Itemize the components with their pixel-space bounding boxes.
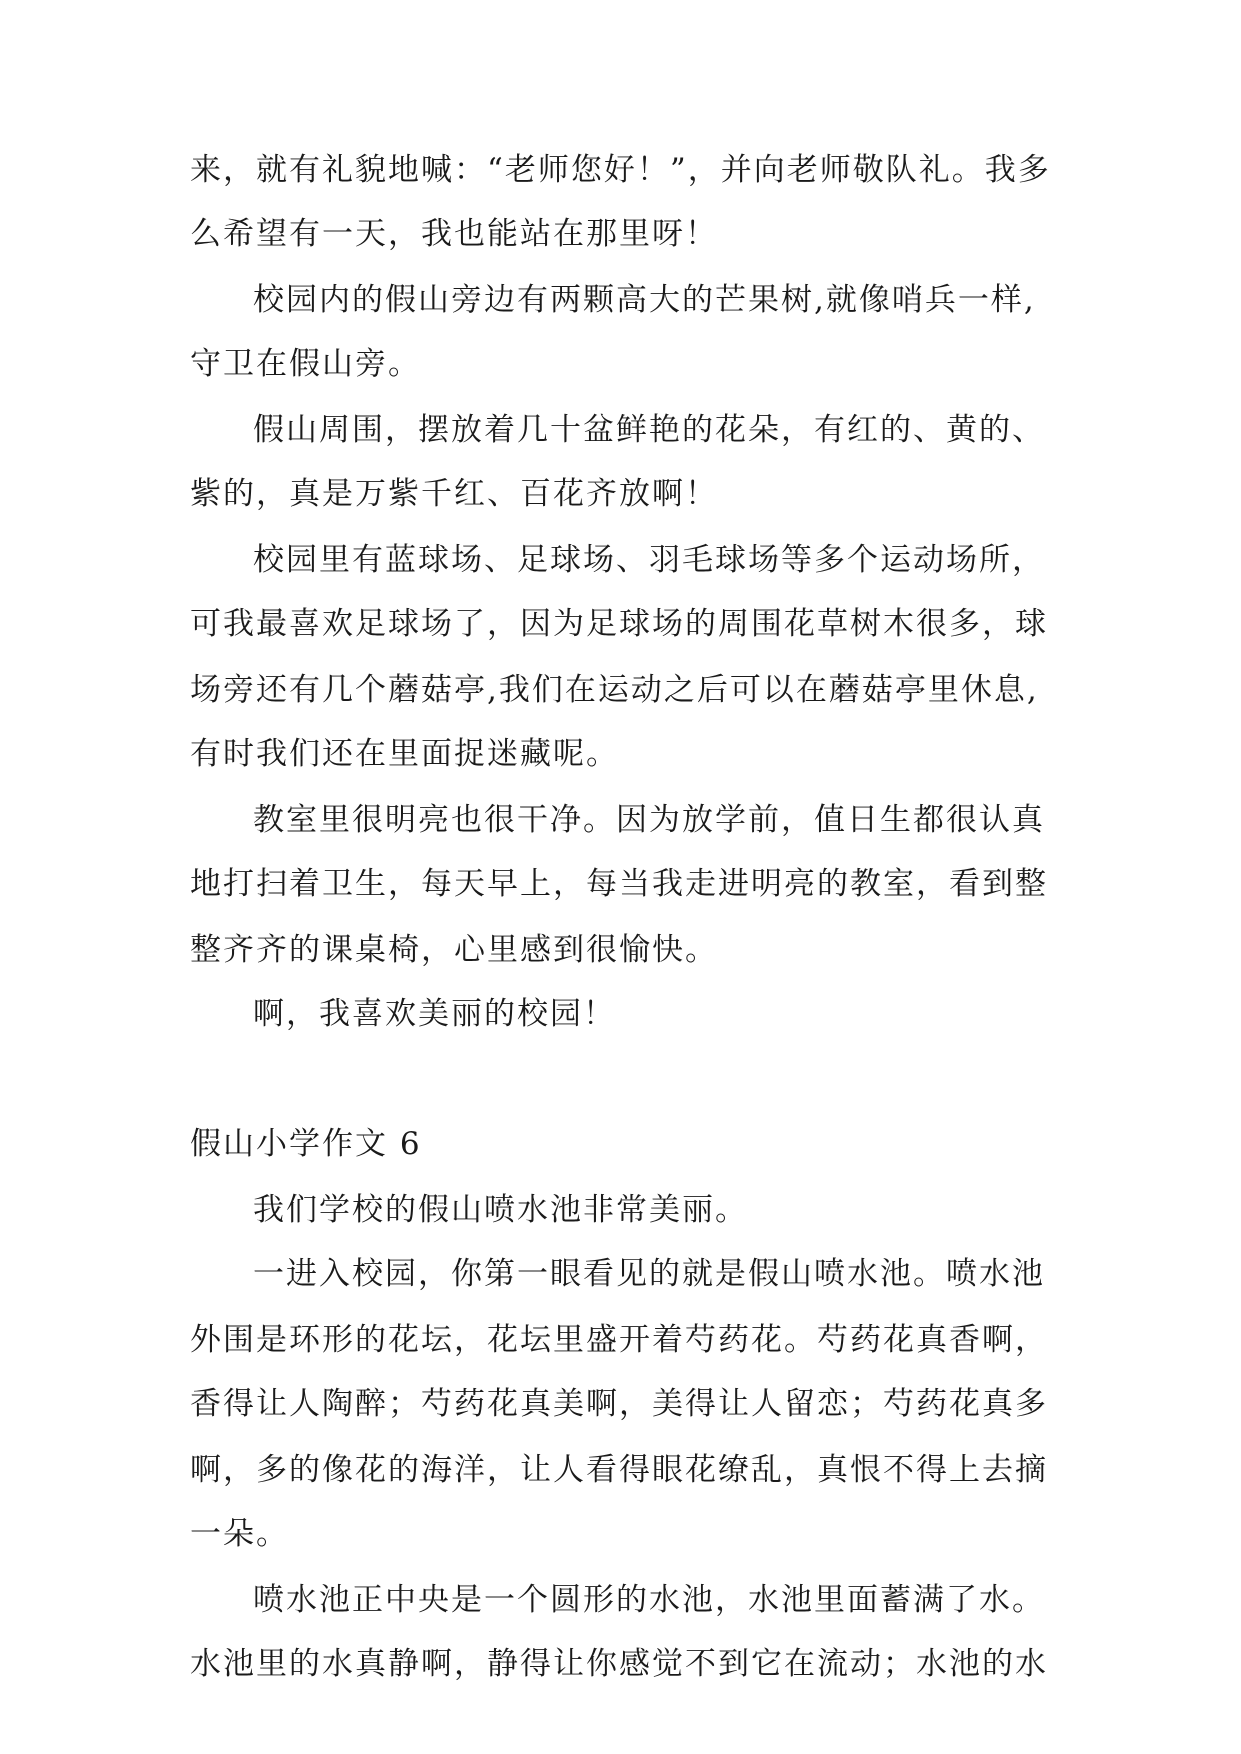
text-line: 紫的，真是万紫千红、百花齐放啊！ <box>190 476 718 512</box>
text-line: 可我最喜欢足球场了，因为足球场的周围花草树木很多，球 <box>190 606 1048 642</box>
text-line: 假山周围，摆放着几十盆鲜艳的花朵，有红的、黄的、 <box>253 412 1045 448</box>
text-line: 校园里有蓝球场、足球场、羽毛球场等多个运动场所， <box>253 542 1045 578</box>
text-line: 喷水池正中央是一个圆形的水池，水池里面蓄满了水。 <box>253 1582 1045 1618</box>
text-line: 整齐齐的课桌椅，心里感到很愉快。 <box>190 932 718 968</box>
text-line: 我们学校的假山喷水池非常美丽。 <box>253 1192 748 1228</box>
text-line: 啊，我喜欢美丽的校园！ <box>253 996 616 1032</box>
text-line: 场旁还有几个蘑菇亭,我们在运动之后可以在蘑菇亭里休息, <box>190 672 1039 708</box>
text-line: 一朵。 <box>190 1516 289 1552</box>
text-line: 教室里很明亮也很干净。因为放学前，值日生都很认真 <box>253 802 1045 838</box>
text-line: 一进入校园，你第一眼看见的就是假山喷水池。喷水池 <box>253 1256 1045 1292</box>
text-line: 地打扫着卫生，每天早上，每当我走进明亮的教室，看到整 <box>190 866 1048 902</box>
text-line: 来，就有礼貌地喊：“老师您好！”，并向老师敬队礼。我多 <box>190 152 1051 188</box>
section-title: 假山小学作文 6 <box>190 1126 422 1162</box>
text-line: 水池里的水真静啊，静得让你感觉不到它在流动；水池的水 <box>190 1646 1048 1682</box>
text-line: 香得让人陶醉；芍药花真美啊，美得让人留恋；芍药花真多 <box>190 1386 1048 1422</box>
text-line: 守卫在假山旁。 <box>190 346 421 382</box>
text-line: 校园内的假山旁边有两颗高大的芒果树,就像哨兵一样, <box>253 282 1036 318</box>
text-line: 么希望有一天，我也能站在那里呀！ <box>190 216 718 252</box>
text-line: 有时我们还在里面捉迷藏呢。 <box>190 736 619 772</box>
text-line: 啊，多的像花的海洋，让人看得眼花缭乱，真恨不得上去摘 <box>190 1452 1048 1488</box>
text-line: 外围是环形的花坛，花坛里盛开着芍药花。芍药花真香啊， <box>190 1322 1048 1358</box>
